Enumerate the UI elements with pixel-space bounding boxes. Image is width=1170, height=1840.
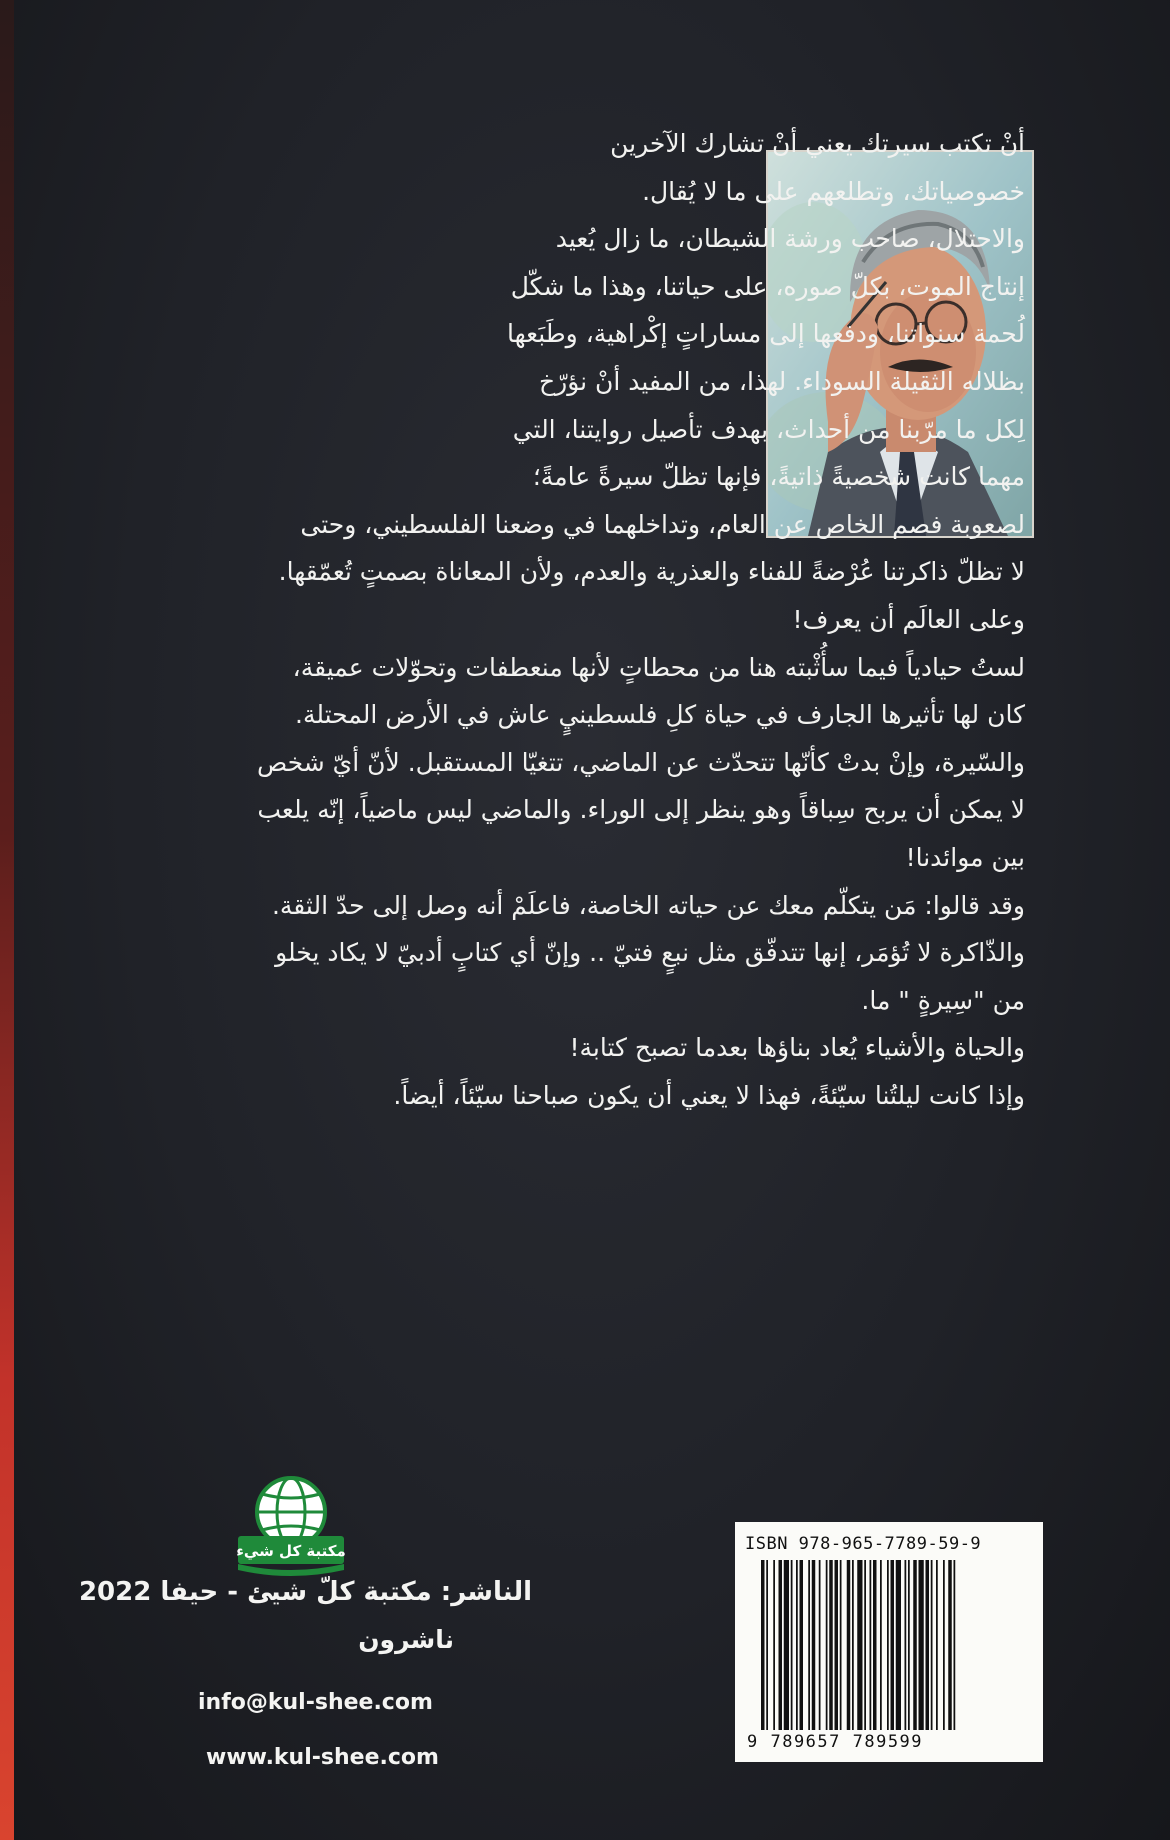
blurb-line: إنتاج الموت، بكلّ صوره، على حياتنا، وهذا ما شكّل: [510, 271, 1025, 301]
blurb-line: لِكل ما مرّبنا من أحداث، بهدف تأصيل روايتنا، التي: [512, 414, 1025, 444]
blurb-line: لصعوبة فصم الخاص عن العام، وتداخلهما في وضعنا الفلسطيني، وحتى: [300, 509, 1025, 539]
barcode-bar: [773, 1560, 775, 1730]
barcode-bar: [857, 1560, 862, 1730]
barcode-bar: [891, 1560, 895, 1730]
barcode-bar: [766, 1560, 768, 1730]
blurb-line: أنْ تكتب سيرتك يعني أنْ تشارك الآخرين: [610, 129, 1025, 158]
barcode-bar: [954, 1560, 956, 1730]
blurb-line: وعلى العالَم أن يعرف!: [792, 604, 1025, 634]
barcode-bar: [840, 1560, 842, 1730]
barcode-bar: [908, 1560, 910, 1730]
barcode-bar: [829, 1560, 833, 1730]
barcode-bar: [761, 1560, 765, 1730]
barcode-bar: [779, 1560, 783, 1730]
barcode-bar: [873, 1560, 877, 1730]
website-link[interactable]: www.kul-shee.com: [206, 1745, 439, 1770]
blurb-line: لستُ حيادياً فيما سأُثْبته هنا من محطاتٍ لأنها منعطفات وتحوّلات عميقة،: [292, 652, 1025, 682]
blurb-line: والسّيرة، وإنْ بدتْ كأنّها تتحدّث عن الماضي، تتغيّا المستقبل. لأنّ أيّ شخص: [257, 747, 1025, 777]
barcode-bar: [948, 1560, 952, 1730]
publisher-line: الناشر: مكتبة كلّ شيئ - حيفا 2022: [78, 1577, 532, 1607]
barcode-bar: [826, 1560, 828, 1730]
blurb-line: وإذا كانت ليلتُنا سيّئةً، فهذا لا يعني أن يكون صباحنا سيّئاً، أيضاً.: [393, 1080, 1025, 1110]
blurb-line: خصوصياتك، وتطلعهم على ما لا يُقال.: [642, 176, 1025, 206]
blurb-line: مهما كانت شخصيةً ذاتيةً، فإنها تظلّ سيرةً عامةً؛: [532, 462, 1025, 492]
barcode-bar: [880, 1560, 882, 1730]
barcode-bar: [812, 1560, 816, 1730]
barcode-bar: [943, 1560, 945, 1730]
barcode-bar: [835, 1560, 839, 1730]
blurb-line: من "سِيرةٍ " ما.: [861, 985, 1025, 1015]
barcode-bar: [913, 1560, 917, 1730]
barcode-bar: [808, 1560, 810, 1730]
isbn-barcode-panel: [735, 1522, 1043, 1762]
blurb-line: والحياة والأشياء يُعاد بناؤها بعدما تصبح كتابة!: [569, 1033, 1025, 1063]
barcode-bar: [791, 1560, 793, 1730]
barcode-bar: [796, 1560, 798, 1730]
spine-edge: [0, 0, 14, 1840]
barcode-bar: [926, 1560, 930, 1730]
blurb-line: كان لها تأثيرها الجارف في حياة كلِ فلسطينيٍ عاش في الأرض المحتلة.: [295, 700, 1025, 730]
barcode-bar: [931, 1560, 933, 1730]
barcode-bar: [864, 1560, 866, 1730]
barcode-bar: [800, 1560, 804, 1730]
publisher-subline: ناشرون: [358, 1625, 454, 1654]
barcode-bar: [936, 1560, 938, 1730]
barcode-bar: [919, 1560, 924, 1730]
barcode-bar: [784, 1560, 789, 1730]
barcode-bar: [887, 1560, 889, 1730]
barcode-bar: [847, 1560, 851, 1730]
barcode-bar: [905, 1560, 907, 1730]
blurb-line: لا يمكن أن يربح سِباقاً وهو ينظر إلى الوراء. والماضي ليس ماضياً، إنّه يلعب: [257, 795, 1025, 825]
blurb-text: [130, 120, 1025, 1119]
blurb-line: والذّاكرة لا تُؤمَر، إنها تتدفّق مثل نبعٍ فتيّ .. وإنّ أي كتابٍ أدبيّ لا يكاد يخلو: [275, 938, 1025, 968]
blurb-line: لا تظلّ ذاكرتنا عُرْضةً للفناء والعذرية والعدم، ولأن المعاناة بصمتٍ تُعمّقها.: [278, 557, 1025, 587]
blurb-line: لُحمة سنواتنا، ودفعها إلى مساراتٍ إكْراهية، وطَبَعها: [507, 319, 1025, 349]
blurb-line: والاحتلال، صاحب ورشة الشيطان، ما زال يُعيد: [555, 224, 1025, 254]
barcode-icon: [757, 1560, 1033, 1738]
isbn-label: ISBN 978-965-7789-59-9: [745, 1534, 982, 1554]
barcode-bar: [896, 1560, 901, 1730]
publisher-logo: [232, 1470, 350, 1582]
barcode-bar: [870, 1560, 872, 1730]
globe-book-icon: [232, 1470, 350, 1582]
blurb-line: بظلاله الثقيلة السوداء. لهذا، من المفيد أنْ نؤرّخ: [539, 366, 1025, 396]
blurb-line: بين موائدنا!: [905, 842, 1025, 872]
barcode-digits: 9 789657 789599: [747, 1732, 924, 1752]
publisher-info: [78, 1568, 532, 1664]
logo-text: مكتبة كل شيء: [236, 1542, 346, 1560]
email-link[interactable]: info@kul-shee.com: [198, 1690, 433, 1715]
blurb-line: وقد قالوا: مَن يتكلّم معك عن حياته الخاصة، فاعلَمْ أنه وصل إلى حدّ الثقة.: [271, 890, 1025, 920]
barcode-bar: [819, 1560, 821, 1730]
barcode-bar: [852, 1560, 854, 1730]
